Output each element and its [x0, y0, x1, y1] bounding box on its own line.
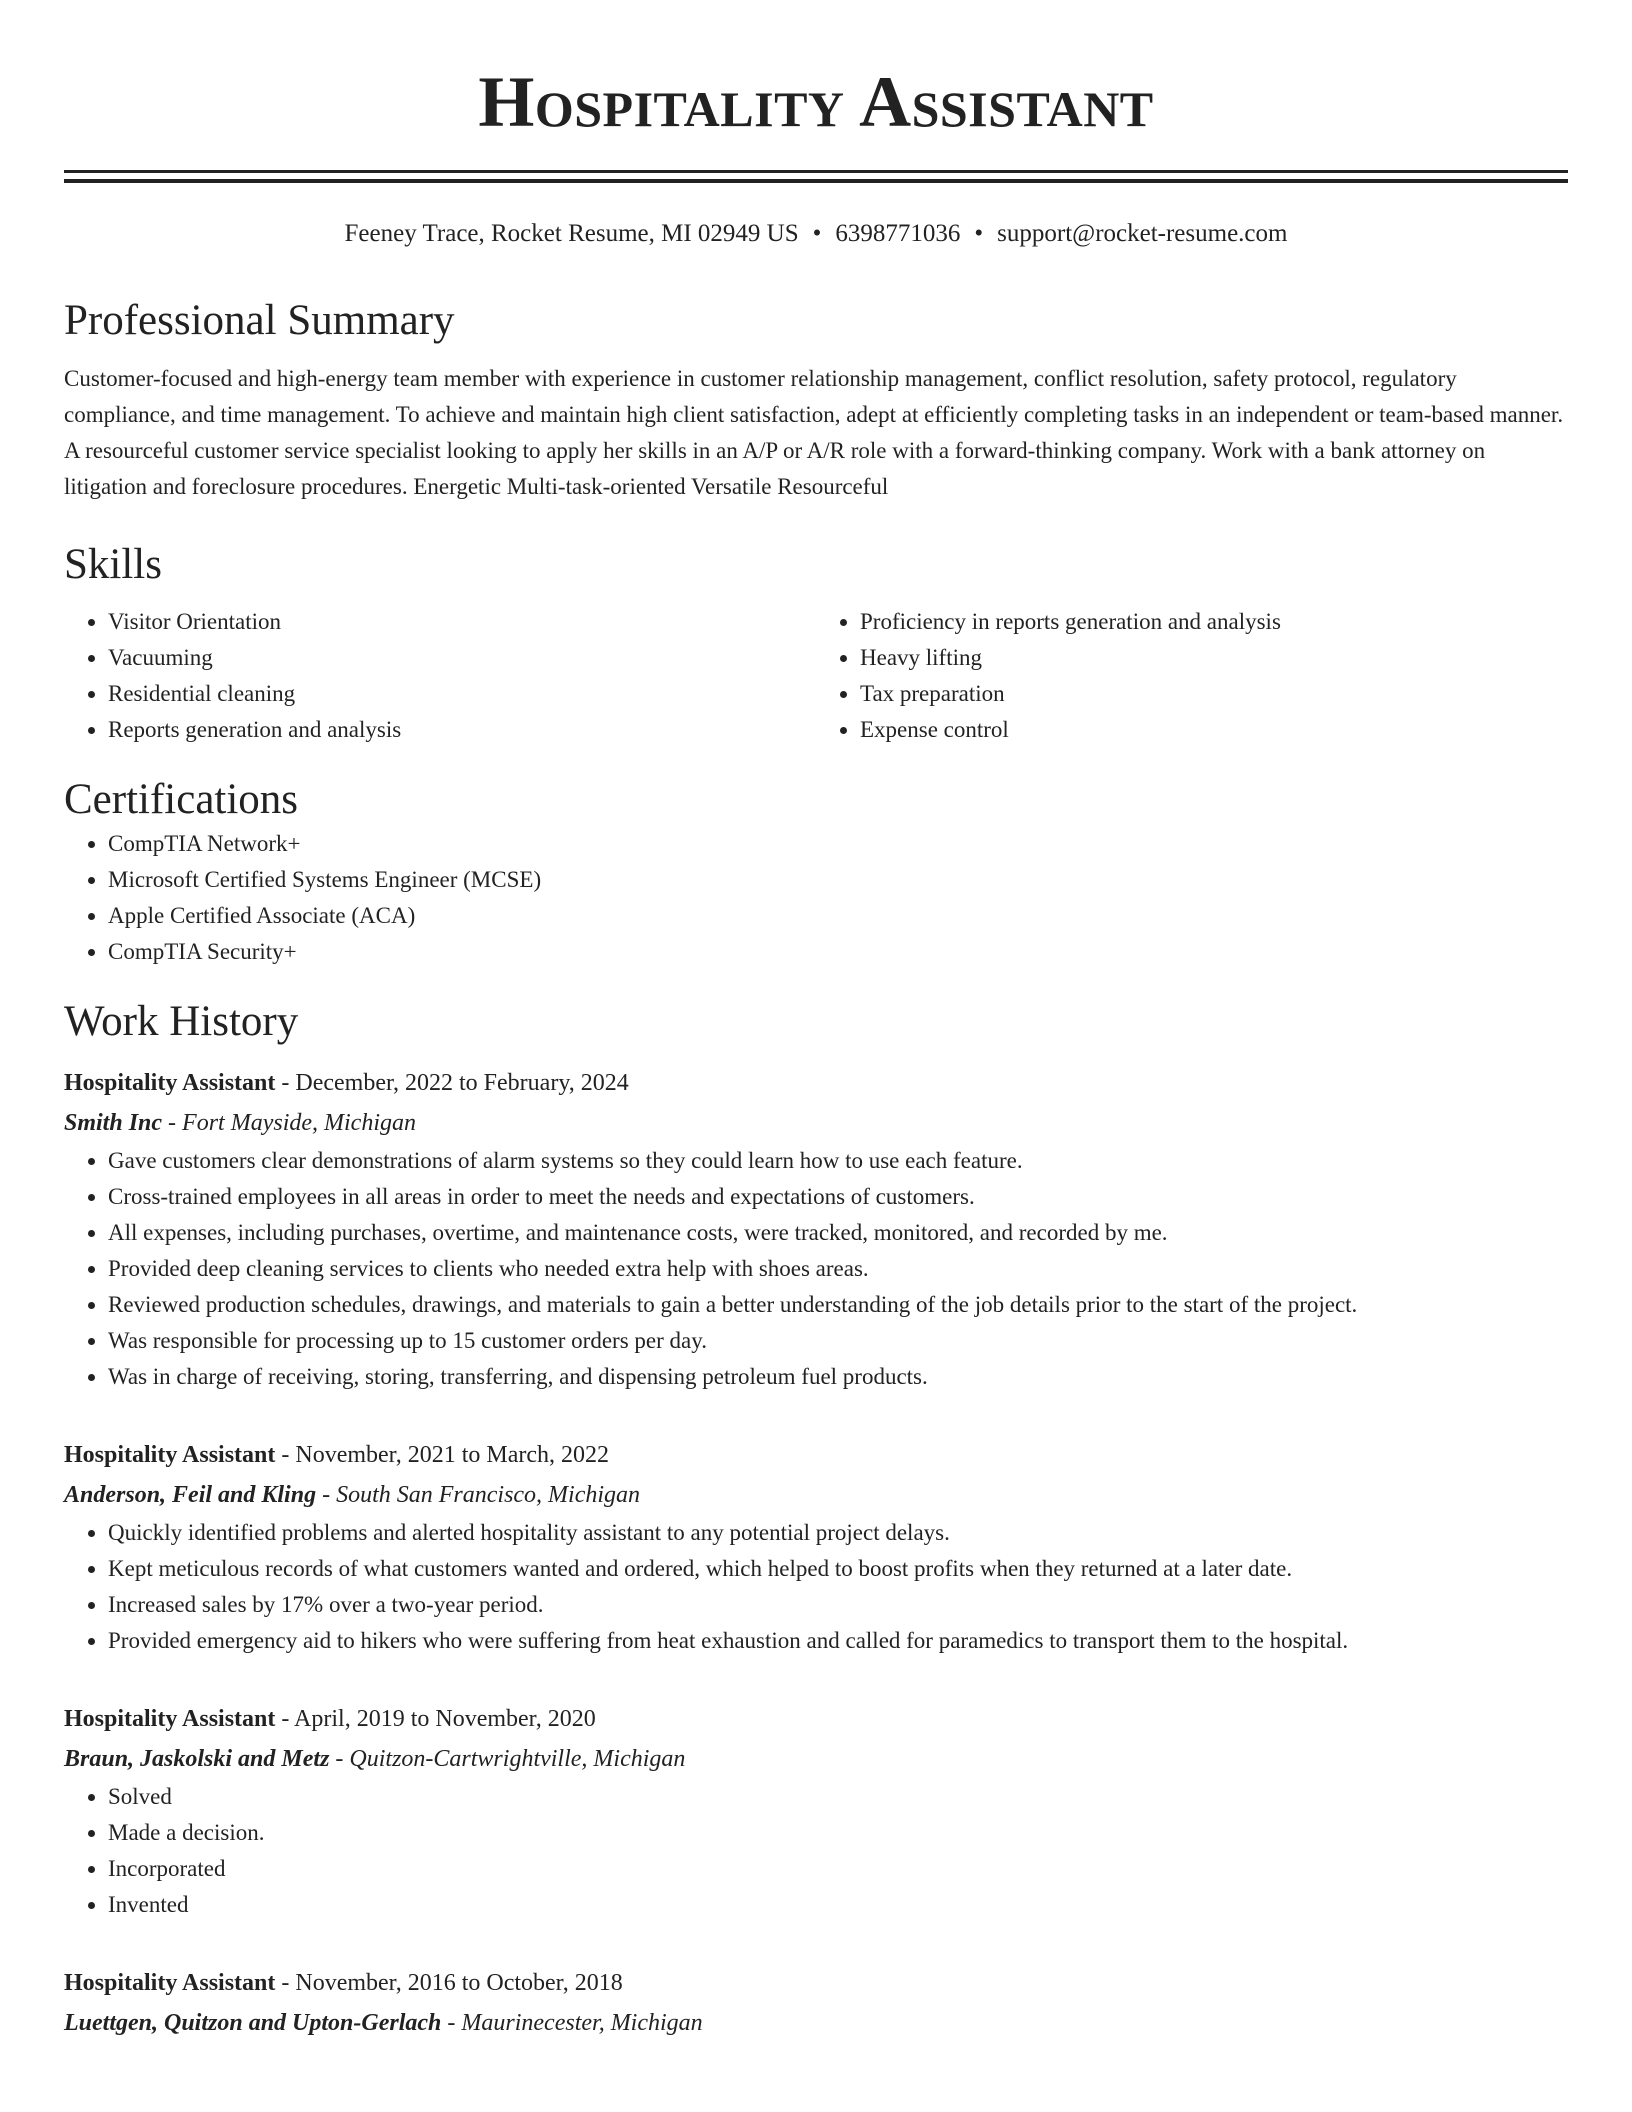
skills-column-right — [816, 604, 1568, 748]
job-bullet: • Made a decision. — [108, 1815, 1568, 1851]
job-company-line: Braun, Jaskolski and Metz - Quitzon-Cartwrightville, Michigan — [64, 1746, 686, 1773]
job-bullet: • Cross-trained employees in all areas in order to meet the needs and expectations of customers. — [108, 1179, 1568, 1215]
job-bullet: • Kept meticulous records of what customers wanted and ordered, which helped to boost profits when they returned at a later date. — [108, 1551, 1568, 1587]
job-company-line: Smith Inc - Fort Mayside, Michigan — [64, 1110, 416, 1137]
job-entry — [64, 1435, 1568, 1659]
skills-list-left — [64, 604, 816, 748]
job-dates: April, 2019 to November, 2020 — [294, 1706, 596, 1733]
job-bullet: • Was in charge of receiving, storing, transferring, and dispensing petroleum fuel products. — [108, 1359, 1568, 1395]
skill-item: • Visitor Orientation — [108, 604, 816, 640]
skills-heading: Skills — [64, 540, 162, 588]
job-location: Maurinecester, Michigan — [461, 2010, 703, 2037]
job-role: Hospitality Assistant — [64, 1070, 276, 1097]
job-role: Hospitality Assistant — [64, 1970, 276, 1997]
job-bullet: • All expenses, including purchases, overtime, and maintenance costs, were tracked, monitored, and recorded by me. — [108, 1215, 1568, 1251]
job-location: South San Francisco, Michigan — [336, 1482, 641, 1509]
job-dates: November, 2016 to October, 2018 — [295, 1970, 623, 1997]
job-bullet: • Incorporated — [108, 1851, 1568, 1887]
contact-phone: 6398771036 — [835, 220, 961, 247]
contact-line — [64, 219, 1568, 249]
job-header: Hospitality Assistant - April, 2019 to November, 2020 — [64, 1706, 596, 1733]
job-bullet: • Reviewed production schedules, drawings, and materials to gain a better understanding of the job details prior to the start of the project. — [108, 1287, 1568, 1323]
summary-heading: Professional Summary — [64, 297, 455, 344]
job-company: Smith Inc — [64, 1110, 163, 1137]
job-bullets — [64, 1143, 1568, 1395]
job-header: Hospitality Assistant - December, 2022 to February, 2024 — [64, 1070, 629, 1097]
contact-separator: • — [812, 220, 822, 247]
job-entry — [64, 1699, 1568, 1923]
job-bullet: • Solved — [108, 1779, 1568, 1815]
job-bullet: • Invented — [108, 1887, 1568, 1923]
job-role: Hospitality Assistant — [64, 1442, 276, 1469]
skill-item: • Tax preparation — [860, 676, 1568, 712]
job-bullet: • Increased sales by 17% over a two-year period. — [108, 1587, 1568, 1623]
contact-email: support@rocket-resume.com — [997, 220, 1288, 247]
certifications-heading: Certifications — [64, 776, 299, 824]
job-dates: November, 2021 to March, 2022 — [295, 1442, 610, 1469]
summary-text: Customer-focused and high-energy team member with experience in customer relationship management, conflict resolution, safety protocol, regulatory compliance, and time management. To achieve and maintain high client satisfaction, adept at efficiently completing tasks in an independent or team-based manner. A resourceful customer service specialist looking to apply her skills in an A/P or A/R role with a forward-thinking company. Work with a bank attorney on litigation and foreclosure procedures. Energetic Multi-task-oriented Versatile Resourceful — [64, 365, 1564, 499]
skill-item: • Expense control — [860, 712, 1568, 748]
contact-separator: • — [974, 220, 984, 247]
certification-item: • CompTIA Security+ — [108, 934, 1568, 970]
job-bullet: • Provided deep cleaning services to clients who needed extra help with shoes areas. — [108, 1251, 1568, 1287]
certification-item: • Microsoft Certified Systems Engineer (MCSE) — [108, 862, 1568, 898]
job-header: Hospitality Assistant - November, 2021 to March, 2022 — [64, 1442, 610, 1469]
job-company-line: Anderson, Feil and Kling - South San Francisco, Michigan — [64, 1482, 641, 1509]
work-history-heading: Work History — [64, 997, 299, 1045]
job-bullet: • Quickly identified problems and alerted hospitality assistant to any potential project delays. — [108, 1515, 1568, 1551]
job-location: Fort Mayside, Michigan — [182, 1110, 416, 1137]
job-role: Hospitality Assistant — [64, 1706, 276, 1733]
job-entry — [64, 1063, 1568, 1395]
job-location: Quitzon-Cartwrightville, Michigan — [349, 1746, 686, 1773]
skills-grid — [64, 604, 1568, 748]
job-company-line: Luettgen, Quitzon and Upton-Gerlach - Maurinecester, Michigan — [64, 2010, 703, 2037]
job-dates: December, 2022 to February, 2024 — [295, 1070, 629, 1097]
skill-item: • Reports generation and analysis — [108, 712, 816, 748]
certifications-list — [64, 826, 1568, 970]
job-bullet: • Provided emergency aid to hikers who were suffering from heat exhaustion and called for paramedics to transport them to the hospital. — [108, 1623, 1568, 1659]
job-header: Hospitality Assistant - November, 2016 to October, 2018 — [64, 1970, 623, 1997]
job-entry — [64, 1963, 1568, 2043]
contact-address: Feeney Trace, Rocket Resume, MI 02949 US — [344, 220, 799, 247]
skill-item: • Residential cleaning — [108, 676, 816, 712]
job-bullets — [64, 1779, 1568, 1923]
job-company: Anderson, Feil and Kling — [64, 1482, 317, 1509]
certification-item: • Apple Certified Associate (ACA) — [108, 898, 1568, 934]
skill-item: • Proficiency in reports generation and analysis — [860, 604, 1568, 640]
job-company: Braun, Jaskolski and Metz — [64, 1746, 330, 1773]
title-divider — [64, 170, 1568, 183]
skill-item: • Vacuuming — [108, 640, 816, 676]
certification-item: • CompTIA Network+ — [108, 826, 1568, 862]
job-bullet: • Gave customers clear demonstrations of alarm systems so they could learn how to use each feature. — [108, 1143, 1568, 1179]
job-bullet: • Was responsible for processing up to 15 customer orders per day. — [108, 1323, 1568, 1359]
skill-item: • Heavy lifting — [860, 640, 1568, 676]
job-bullets — [64, 1515, 1568, 1659]
job-company: Luettgen, Quitzon and Upton-Gerlach — [64, 2010, 442, 2037]
resume-title: Hospitality Assistant — [478, 62, 1154, 142]
skills-column-left — [64, 604, 816, 748]
skills-list-right — [816, 604, 1568, 748]
